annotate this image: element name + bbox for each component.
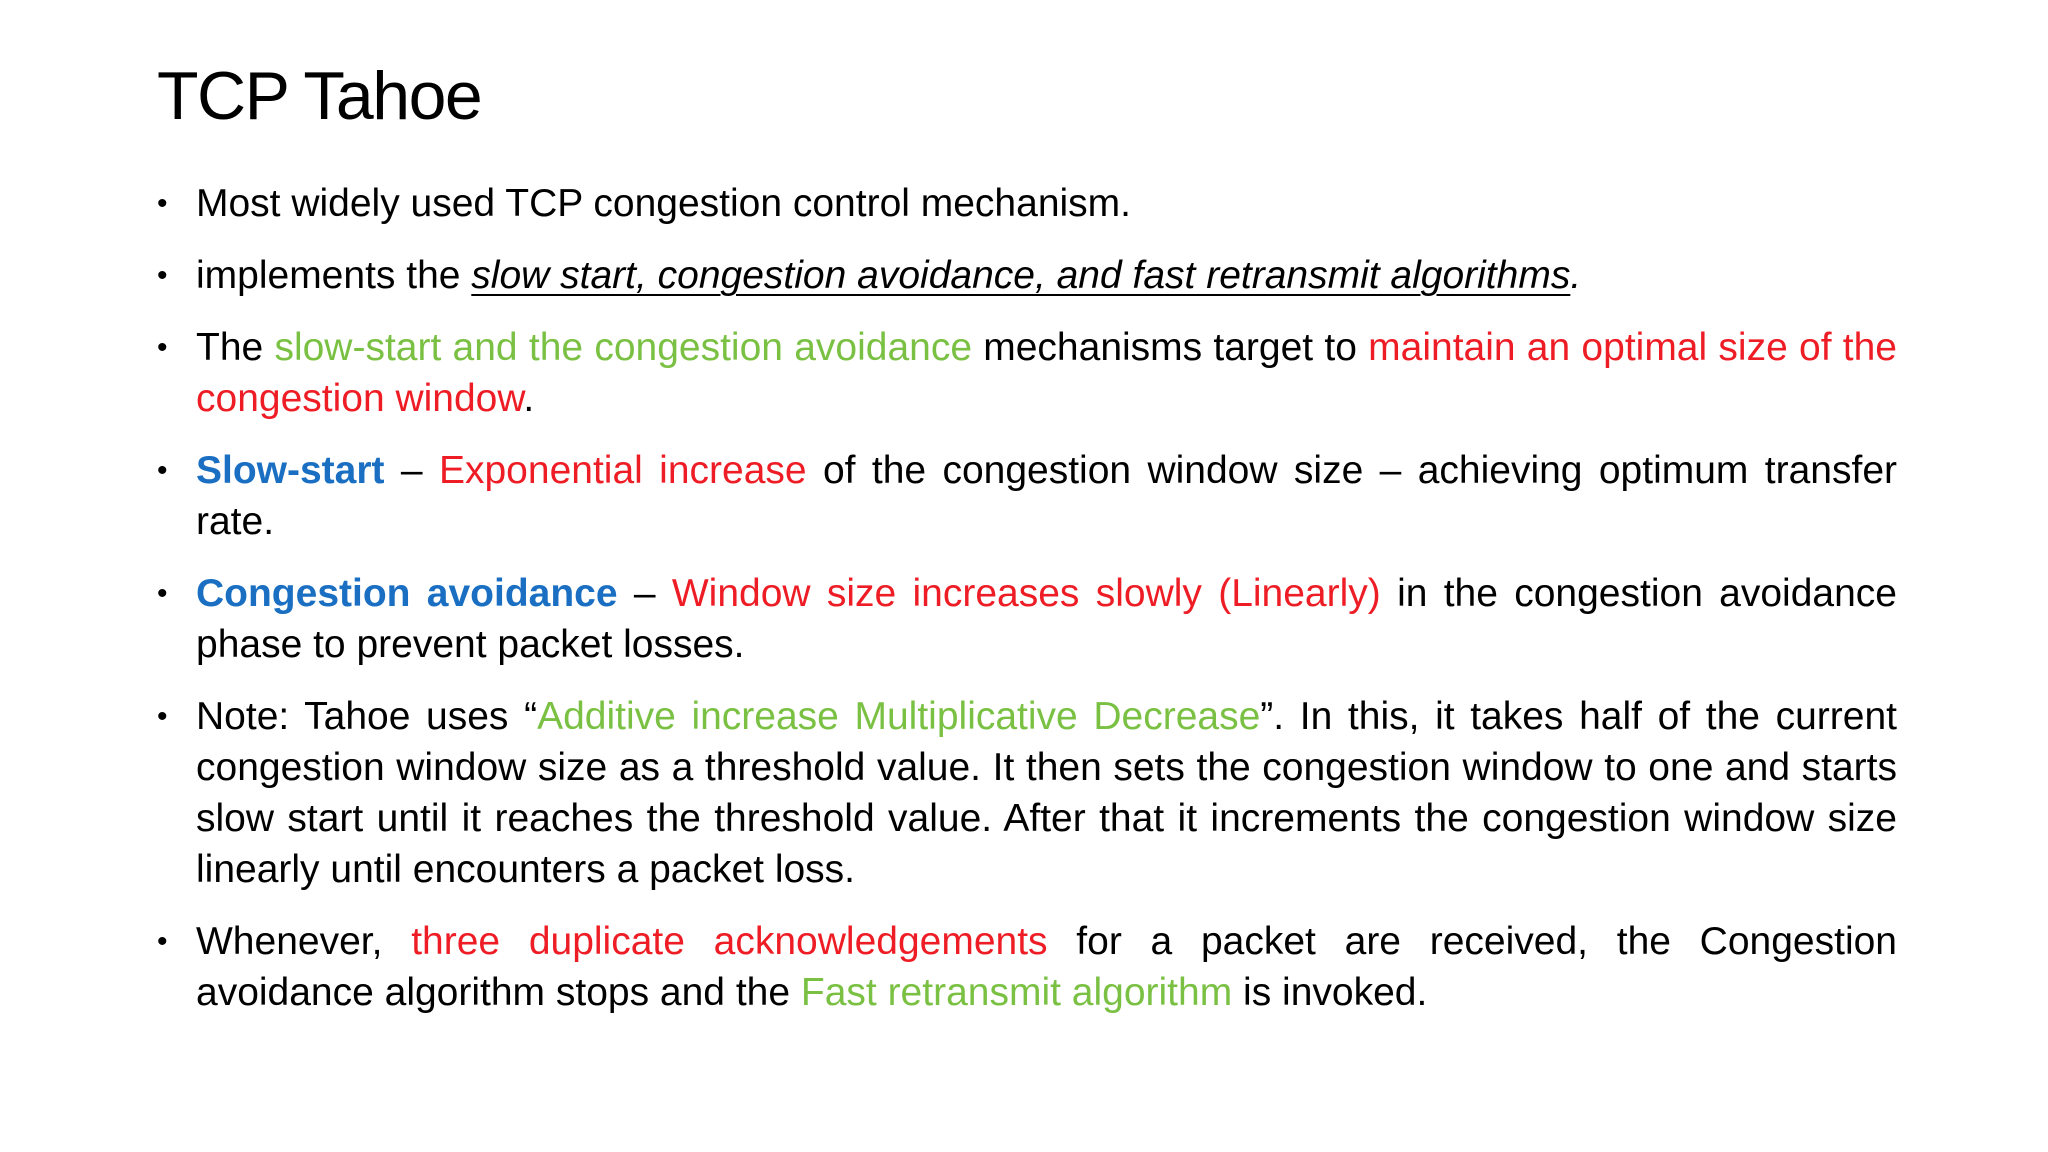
algorithms-emphasis: slow start, congestion avoidance, and fast retransmit algorithms [471, 254, 1571, 297]
bullet-text: . [523, 377, 535, 420]
bullet-text: implements the [196, 254, 472, 297]
bullet-item-4 [157, 445, 1897, 547]
slide-title: TCP Tahoe [157, 58, 482, 134]
bullet-item-1 [157, 178, 1897, 229]
bullet-dot-icon: • [157, 577, 168, 610]
bullet-text: . [1570, 254, 1582, 297]
bullet-dot-icon: • [157, 259, 168, 292]
bullet-item-6 [157, 691, 1897, 895]
red-highlight: Window size increases slowly (Linearly) [671, 572, 1381, 615]
bullet-item-5 [157, 568, 1897, 670]
bullet-item-3 [157, 322, 1897, 424]
bullet-text: – [617, 572, 672, 615]
bullet-text: for a packet are received, the Congestion avoidance algorithm stops and the [196, 920, 1897, 1014]
term-slow-start: Slow-start [196, 449, 385, 492]
bullet-text: mechanisms target to [972, 326, 1369, 369]
red-highlight: maintain an optimal size of the congestion window [196, 326, 1897, 420]
bullet-item-2 [157, 250, 1897, 301]
bullet-text: The [196, 326, 275, 369]
red-highlight: Exponential increase [438, 449, 807, 492]
term-congestion-avoidance: Congestion avoidance [196, 572, 618, 615]
bullet-text: ”. In this, it takes half of the current congestion window size as a threshold value. It then sets the congestion window to one and starts slow start until it reaches the threshold value. After that it increments the congestion window size linearly until encounters a packet loss. [196, 695, 1897, 891]
green-highlight: slow-start and the congestion avoidance [274, 326, 973, 369]
green-highlight: Fast retransmit algorithm [800, 971, 1233, 1014]
bullet-item-7 [157, 916, 1897, 1018]
bullet-text: – [384, 449, 439, 492]
bullet-list [157, 178, 1897, 1039]
bullet-text: Whenever, [196, 920, 412, 963]
bullet-dot-icon: • [157, 454, 168, 487]
bullet-dot-icon: • [157, 187, 168, 220]
bullet-text: is invoked. [1232, 971, 1428, 1014]
bullet-text: in the congestion avoidance phase to prevent packet losses. [196, 572, 1897, 666]
bullet-text: Most widely used TCP congestion control mechanism. [196, 182, 1131, 225]
bullet-text: Note: Tahoe uses “ [196, 695, 538, 738]
bullet-dot-icon: • [157, 331, 168, 364]
red-highlight: three duplicate acknowledgements [411, 920, 1048, 963]
bullet-text: of the congestion window size – achieving optimum transfer rate. [196, 449, 1897, 543]
green-highlight: Additive increase Multiplicative Decrease [537, 695, 1261, 738]
bullet-dot-icon: • [157, 925, 168, 958]
bullet-dot-icon: • [157, 700, 168, 733]
